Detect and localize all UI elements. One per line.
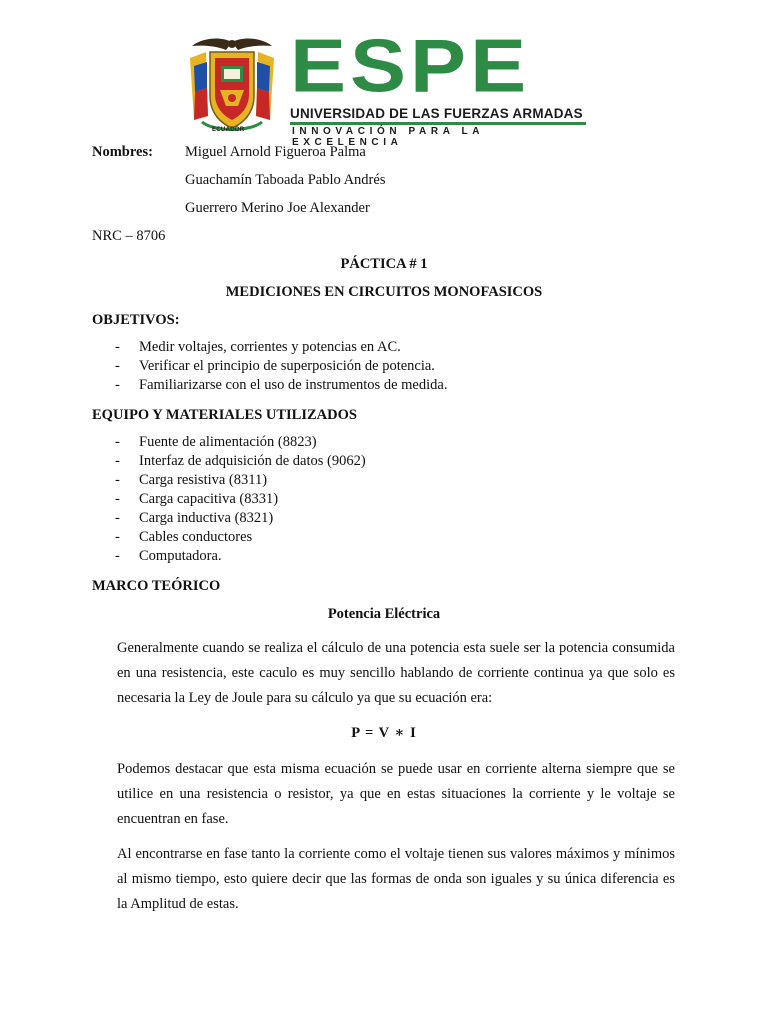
seal-caption: ECUADOR	[212, 127, 245, 133]
student-name: Guachamín Taboada Pablo Andrés	[185, 172, 386, 188]
nrc-code: NRC – 8706	[92, 228, 166, 244]
list-item: - Carga capacitiva (8331)	[115, 491, 279, 507]
list-item: - Computadora.	[115, 548, 222, 564]
list-item: - Carga inductiva (8321)	[115, 510, 274, 526]
list-item: - Carga resistiva (8311)	[115, 472, 268, 488]
names-label: Nombres:	[92, 144, 153, 160]
university-header	[178, 23, 590, 148]
objectives-heading: OBJETIVOS:	[92, 312, 180, 328]
list-item: - Cables conductores	[115, 529, 253, 545]
equipment-list	[115, 433, 366, 566]
practice-title: PÁCTICA # 1	[340, 256, 428, 272]
theory-paragraph: Podemos destacar que esta misma ecuación se puede usar en corriente alterna siempre que se utilice en una resistencia o resistor, ya que en estas situaciones la corriente y le voltaje se encuentran en fase.	[117, 761, 675, 827]
theory-heading: MARCO TEÓRICO	[92, 578, 221, 594]
theory-subheading: Potencia Eléctrica	[327, 606, 441, 622]
student-name: Miguel Arnold Figueroa Palma	[185, 144, 366, 160]
practice-subtitle: MEDICIONES EN CIRCUITOS MONOFASICOS	[225, 284, 543, 300]
list-item: - Interfaz de adquisición de datos (9062)	[115, 453, 366, 469]
student-name: Guerrero Merino Joe Alexander	[185, 200, 370, 216]
joule-formula: P = V ∗ I	[351, 725, 417, 741]
university-motto: INNOVACIÓN PARA LA EXCELENCIA	[292, 126, 484, 148]
header-divider	[290, 122, 586, 125]
espe-wordmark: ESPE	[290, 23, 531, 108]
theory-paragraph: Al encontrarse en fase tanto la corriente como el voltaje tienen sus valores máximos y mínimos al mismo tiempo, esto quiere decir que las formas de onda son iguales y su única diferencia es la Amplitud de estas.	[117, 846, 675, 912]
list-item: - Fuente de alimentación (8823)	[115, 434, 317, 450]
equipment-heading: EQUIPO Y MATERIALES UTILIZADOS	[92, 407, 357, 423]
objectives-list	[115, 338, 447, 395]
university-name: UNIVERSIDAD DE LAS FUERZAS ARMADAS	[290, 106, 583, 121]
list-item: - Verificar el principio de superposición de potencia.	[115, 358, 435, 374]
list-item: - Familiarizarse con el uso de instrumentos de medida.	[115, 377, 448, 393]
list-item: - Medir voltajes, corrientes y potencias en AC.	[115, 339, 401, 355]
university-seal-icon	[180, 36, 284, 136]
theory-paragraph: Generalmente cuando se realiza el cálculo de una potencia esta suele ser la potencia consumida en una resistencia, este caculo es muy sencillo hablando de corriente continua ya que solo es necesaria la Ley de Joule para su cálculo ya que su ecuación era:	[117, 640, 675, 706]
